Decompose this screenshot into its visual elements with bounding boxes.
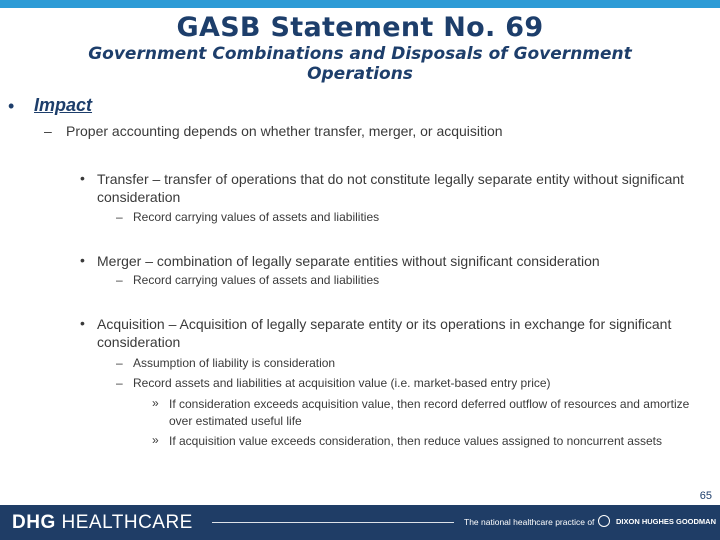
- transfer-sub-text: Record carrying values of assets and liabilities: [133, 210, 380, 224]
- acquisition-sub2-dash: –: [116, 376, 123, 390]
- acquisition-bullet: •: [80, 315, 85, 331]
- merger-bullet: •: [80, 252, 85, 268]
- title-block: [0, 12, 720, 84]
- footer-brand-bold: DHG: [12, 512, 56, 533]
- transfer-text: Transfer – transfer of operations that do not constitute legally separate entity without significant consideration: [97, 171, 685, 205]
- top-accent-bar: [0, 0, 720, 8]
- footer-tagline: The national healthcare practice of: [464, 517, 595, 527]
- acquisition-sub1-dash: –: [116, 356, 123, 370]
- accounting-intro: Proper accounting depends on whether transfer, merger, or acquisition: [66, 123, 503, 139]
- page-number: 65: [699, 490, 712, 502]
- acquisition-sub2a-mark: »: [152, 396, 159, 410]
- firm-circle-logo-icon: [598, 515, 610, 527]
- level2-dash: –: [44, 123, 52, 139]
- acquisition-text: Acquisition – Acquisition of legally separate entity or its operations in exchange for significant consideration: [97, 316, 672, 350]
- acquisition-sub2a-text: If consideration exceeds acquisition value, then record deferred outflow of resources and amortize over estimated useful life: [169, 397, 690, 428]
- slide-subtitle: Government Combinations and Disposals of Government Operations: [88, 44, 632, 84]
- merger-sub-text: Record carrying values of assets and liabilities: [133, 273, 380, 287]
- merger-sub-dash: –: [116, 273, 123, 287]
- transfer-bullet: •: [80, 170, 85, 186]
- merger-text: Merger – combination of legally separate entities without significant consideration: [97, 253, 600, 269]
- footer-firm-name: DIXON HUGHES GOODMAN: [616, 517, 717, 526]
- footer-brand-rest: HEALTHCARE: [55, 512, 193, 533]
- footer-bar: [0, 505, 720, 540]
- acquisition-sub1-text: Assumption of liability is consideration: [133, 356, 336, 370]
- acquisition-sub2b-mark: »: [152, 433, 159, 447]
- acquisition-sub2b-text: If acquisition value exceeds consideration, then reduce values assigned to noncurrent assets: [169, 434, 662, 448]
- impact-heading: Impact: [34, 95, 93, 115]
- slide-title: GASB Statement No. 69: [176, 12, 544, 43]
- transfer-sub-dash: –: [116, 210, 123, 224]
- acquisition-sub2-text: Record assets and liabilities at acquisition value (i.e. market-based entry price): [133, 376, 551, 390]
- footer-brand-logo: [12, 511, 193, 535]
- level1-bullet: •: [8, 96, 15, 116]
- footer-divider-line: [212, 522, 454, 523]
